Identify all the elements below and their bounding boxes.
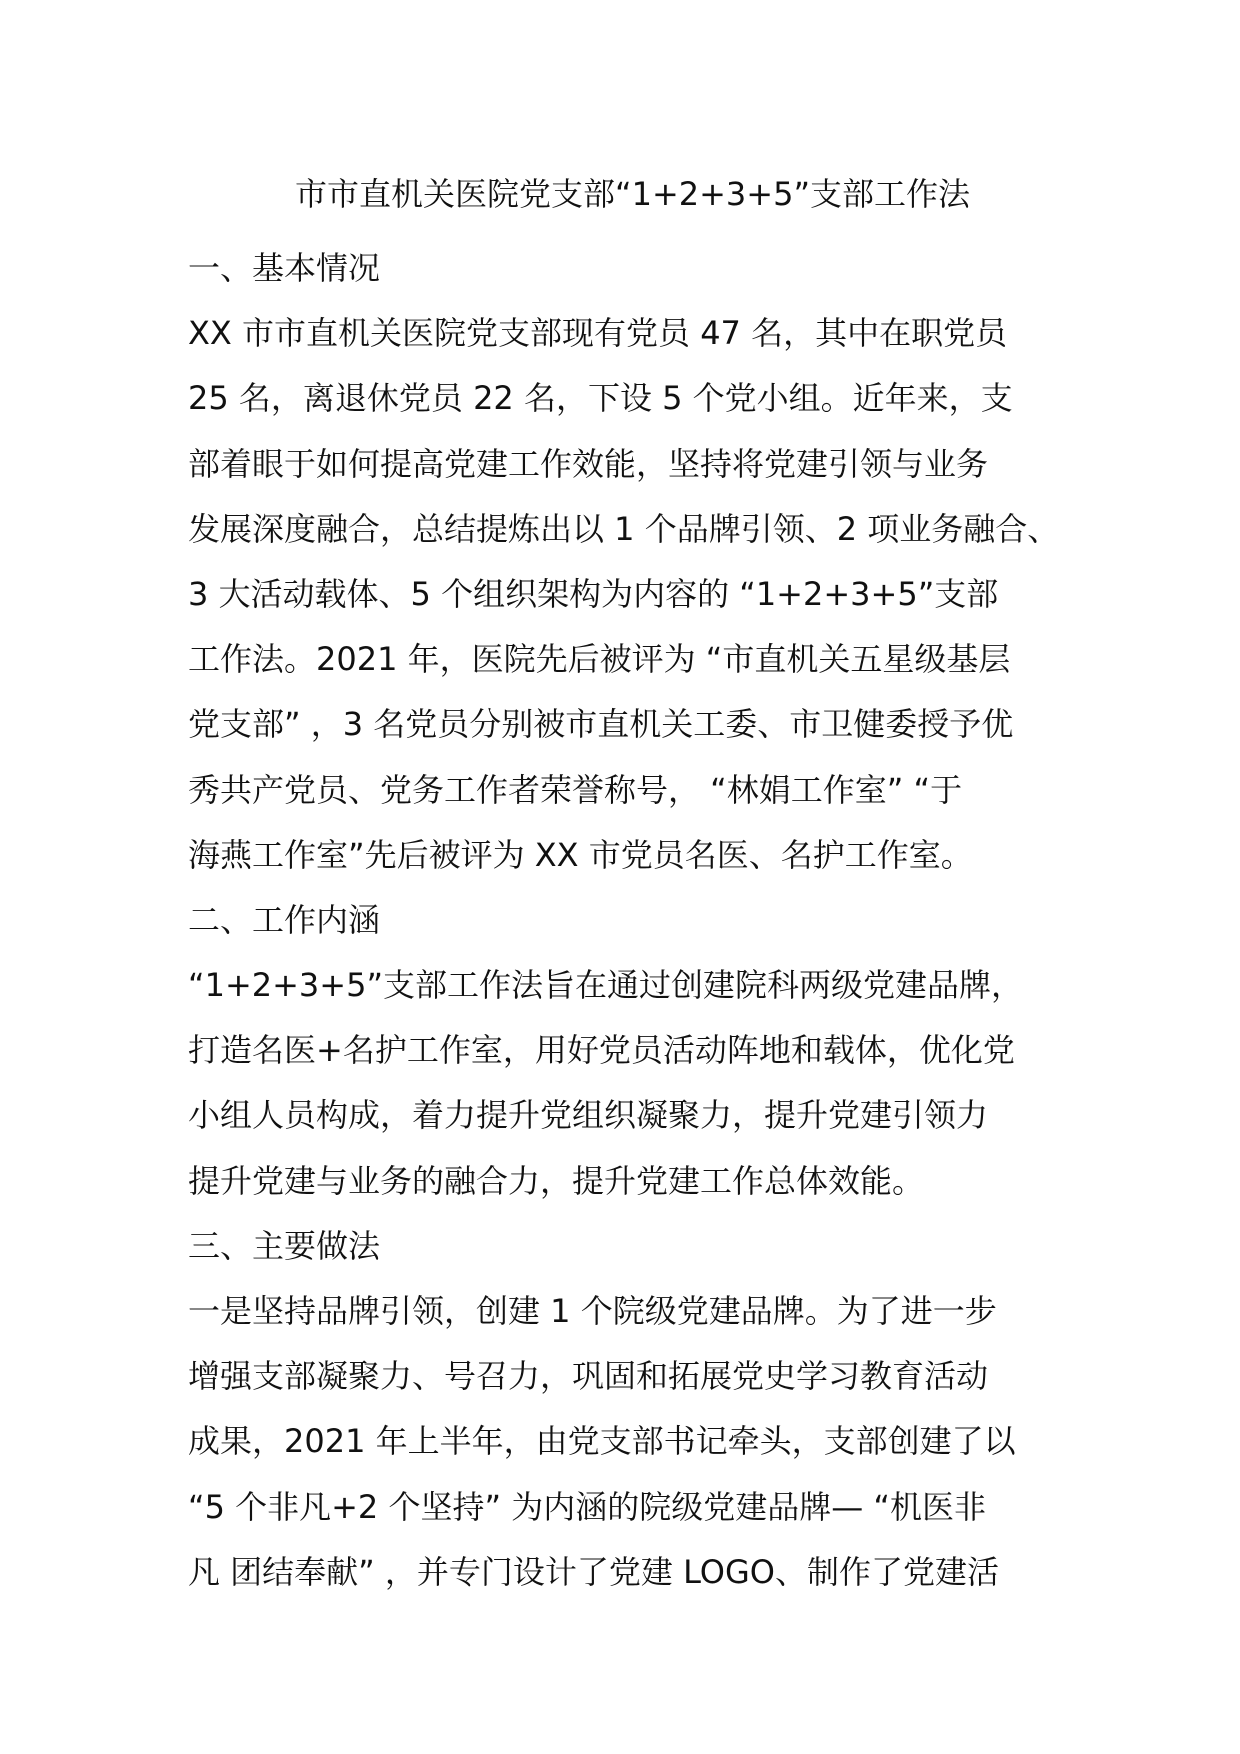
paragraph-line: XX 市市直机关医院党支部现有党员 47 名，其中在职党员 xyxy=(188,314,1008,353)
document-title: 市市直机关医院党支部“1+2+3+5”支部工作法 xyxy=(295,175,971,213)
paragraph-line: 提升党建与业务的融合力，提升党建工作总体效能。 xyxy=(188,1161,925,1200)
paragraph-line: 工作法。2021 年，医院先后被评为 “市直机关五星级基层 xyxy=(188,640,1011,679)
paragraph-line: 秀共产党员、党务工作者荣誉称号， “林娟工作室” “于 xyxy=(188,770,963,809)
paragraph-line: 打造名医+名护工作室，用好党员活动阵地和载体，优化党 xyxy=(188,1031,1015,1070)
section-heading-work-connotation: 二、工作内涵 xyxy=(188,900,381,939)
paragraph-line: 增强支部凝聚力、号召力，巩固和拓展党史学习教育活动 xyxy=(188,1357,989,1396)
paragraph-line: 海燕工作室”先后被评为 XX 市党员名医、名护工作室。 xyxy=(188,835,973,874)
paragraph-line: 小组人员构成，着力提升党组织凝聚力，提升党建引领力 xyxy=(188,1096,989,1135)
paragraph-line: “1+2+3+5”支部工作法旨在通过创建院科两级党建品牌， xyxy=(188,966,1024,1005)
document-body xyxy=(188,236,1088,1605)
paragraph-line: “5 个非凡+2 个坚持” 为内涵的院级党建品牌— “机医非 xyxy=(188,1487,986,1526)
paragraph-line: 凡 团结奉献” ，并专门设计了党建 LOGO、制作了党建活 xyxy=(188,1552,999,1591)
paragraph-line: 25 名，离退休党员 22 名，下设 5 个党小组。近年来，支 xyxy=(188,379,1013,418)
section-heading-basic-situation: 一、基本情况 xyxy=(188,249,381,287)
paragraph-line: 部着眼于如何提高党建工作效能，坚持将党建引领与业务 xyxy=(188,444,989,483)
section-heading-main-practices: 三、主要做法 xyxy=(188,1226,381,1265)
paragraph-line: 一是坚持品牌引领，创建 1 个院级党建品牌。为了进一步 xyxy=(188,1292,997,1330)
paragraph-line: 3 大活动载体、5 个组织架构为内容的 “1+2+3+5”支部 xyxy=(188,574,999,613)
paragraph-line: 发展深度融合，总结提炼出以 1 个品牌引领、2 项业务融合、 xyxy=(188,509,1060,548)
paragraph-line: 成果，2021 年上半年，由党支部书记牵头，支部创建了以 xyxy=(188,1422,1016,1461)
paragraph-line: 党支部” ，3 名党员分别被市直机关工委、市卫健委授予优 xyxy=(188,705,1014,744)
